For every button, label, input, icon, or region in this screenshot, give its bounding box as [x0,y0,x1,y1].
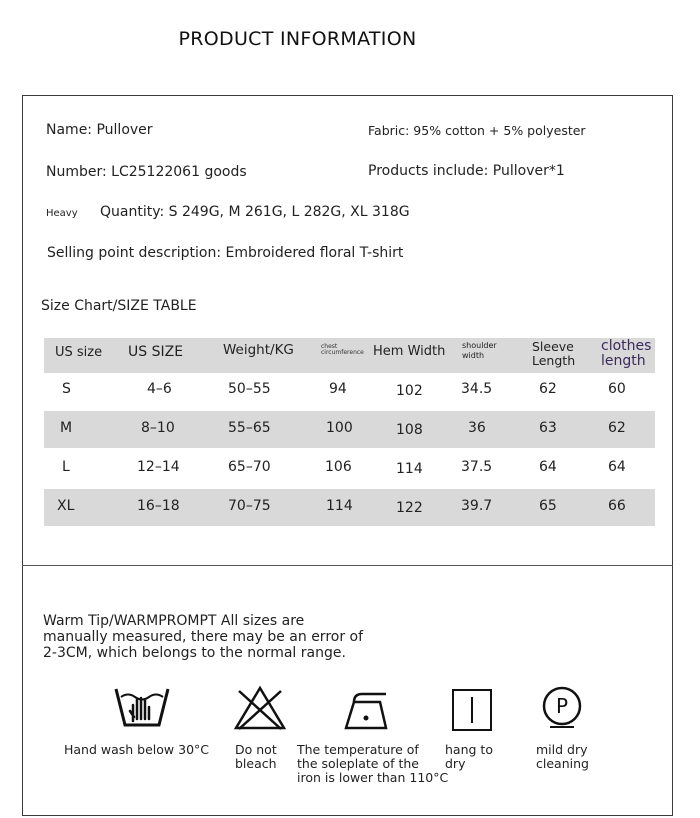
header-us-size: US size [55,345,103,360]
cell-length: 60 [608,381,626,397]
cell-sleeve: 62 [539,381,557,397]
header-chest: chest circumference [321,343,364,356]
hang-dry-caption-line: hang to [445,742,493,757]
size-chart-title: Size Chart/SIZE TABLE [41,298,197,314]
cell-shoulder: 36 [468,420,486,436]
iron-low-icon [340,690,392,732]
product-name: Name: Pullover [46,122,153,138]
hang-dry-caption-line: dry [445,756,466,771]
iron-caption-line: the soleplate of the [297,756,419,771]
warm-tip-line-2: manually measured, there may be an error of [43,629,364,645]
cell-length: 64 [608,459,626,475]
cell-length: 66 [608,498,626,514]
cell-chest: 94 [329,381,347,397]
cell-us-size: 4–6 [147,381,172,397]
dry-clean-icon [540,685,584,729]
cell-chest: 106 [325,459,352,475]
hang-dry-icon [451,688,493,732]
cell-us-size: 16–18 [137,498,180,514]
product-fabric: Fabric: 95% cotton + 5% polyester [368,123,586,138]
page-title: PRODUCT INFORMATION [178,28,417,50]
header-clothes-length: clothes length [601,338,652,369]
cell-shoulder: 39.7 [461,498,493,514]
section-divider [22,565,673,566]
no-bleach-icon [233,685,287,731]
no-bleach-caption-line: bleach [235,756,277,771]
header-weight: Weight/KG [223,342,294,358]
iron-caption [297,743,448,785]
cell-shoulder: 34.5 [461,381,493,397]
header-sleeve: Sleeve Length [532,339,576,368]
header-hem-width: Hem Width [373,344,446,359]
cell-hem: 102 [396,383,423,399]
cell-size: XL [57,498,75,514]
cell-hem: 108 [396,422,423,438]
cell-weight: 50–55 [228,381,271,397]
cell-sleeve: 64 [539,459,557,475]
cell-us-size: 12–14 [137,459,180,475]
header-shoulder: shoulder width [462,341,497,360]
cell-size: S [62,381,71,397]
size-table-header [44,338,655,373]
table-row [44,411,655,448]
cell-hem: 122 [396,500,423,516]
cell-weight: 55–65 [228,420,271,436]
cell-shoulder: 37.5 [461,459,493,475]
cell-length: 62 [608,420,626,436]
hand-wash-caption: Hand wash below 30°C [64,742,210,757]
cell-size: M [60,420,73,436]
table-row [44,489,655,526]
product-quantity: Quantity: S 249G, M 261G, L 282G, XL 318G [100,204,410,220]
table-row [44,450,655,487]
no-bleach-caption-line: Do not [235,742,277,757]
selling-point: Selling point description: Embroidered floral T-shirt [47,245,404,261]
iron-caption-line: iron is lower than 110°C [297,770,449,785]
cell-sleeve: 65 [539,498,557,514]
cell-weight: 65–70 [228,459,271,475]
products-include: Products include: Pullover*1 [368,163,565,179]
dry-clean-caption [536,743,589,771]
cell-chest: 114 [326,498,353,514]
svg-text:P: P [555,694,569,718]
warm-tip [43,613,363,661]
cell-us-size: 8–10 [141,420,175,436]
hand-wash-icon [113,685,171,731]
cell-sleeve: 63 [539,420,557,436]
dry-clean-caption-line: mild dry [536,742,588,757]
product-number: Number: LC25122061 goods [46,164,247,180]
iron-caption-line: The temperature of [297,742,419,757]
dry-clean-caption-line: cleaning [536,756,589,771]
cell-hem: 114 [396,461,423,477]
table-row [44,372,655,409]
header-us-size-alt: US SIZE [128,344,184,360]
hang-dry-caption [445,743,493,771]
cell-size: L [62,459,70,475]
cell-chest: 100 [326,420,353,436]
heavy-label: Heavy [46,208,78,219]
cell-weight: 70–75 [228,498,271,514]
warm-tip-line-1: Warm Tip/WARMPROMPT All sizes are [43,613,305,629]
warm-tip-line-3: 2-3CM, which belongs to the normal range. [43,645,346,661]
no-bleach-caption [235,743,277,771]
